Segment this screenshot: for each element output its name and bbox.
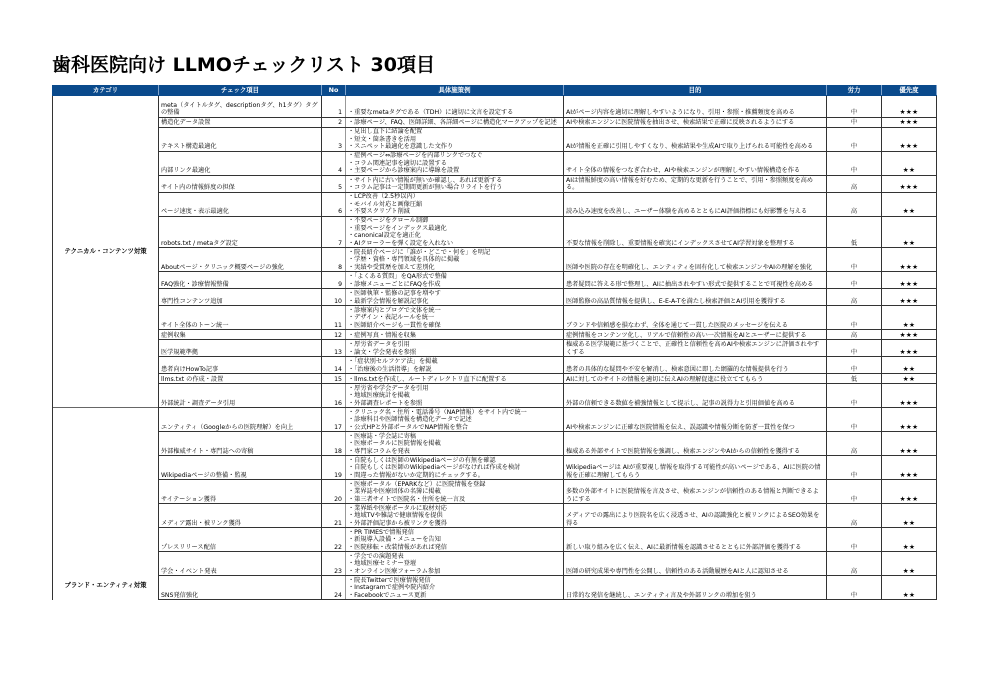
check-item-cell: 構造化データ設置: [159, 118, 322, 128]
measure-line: ・クリニック名・住所・電話番号（NAP情報）をサイト内で統一: [348, 408, 527, 416]
measures-cell: [346, 118, 564, 128]
purpose-cell: 医師の研究成果や専門性を公開し、信頼性のある活動履歴をAIと人に認知させる: [564, 552, 827, 576]
measure-line: ・「治療後の生活指導」を解説: [348, 365, 432, 373]
measures-cell: [346, 289, 564, 306]
effort-cell: 中: [827, 408, 882, 432]
measure-line: ・症例写真・情報を収集: [348, 331, 417, 339]
row-number-cell: 18: [322, 432, 346, 456]
table-row: [53, 330, 937, 340]
effort-cell: 高: [827, 193, 882, 217]
check-item-cell: 患者向けHowTo記事: [159, 357, 322, 374]
purpose-cell: 不要な情報を削除し、重要情報を確実にインデックスさせてAI学習対象を整理する: [564, 217, 827, 248]
row-number-cell: 8: [322, 248, 346, 272]
measure-line: ・サイト内に古い情報が無いか確認し、あれば更新する: [348, 176, 503, 184]
check-item-cell: Aboutページ・クリニック概要ページの強化: [159, 248, 322, 272]
table-row: [53, 248, 937, 272]
measure-line: ・不要スクリプト削減: [348, 208, 410, 216]
priority-stars: ★★: [882, 552, 937, 576]
priority-stars: ★★★: [882, 456, 937, 480]
row-number-cell: 6: [322, 193, 346, 217]
table-row: [53, 374, 937, 384]
priority-stars: ★★: [882, 306, 937, 330]
effort-cell: 中: [827, 384, 882, 408]
effort-cell: 高: [827, 289, 882, 306]
check-item-cell: 学会・イベント発表: [159, 552, 322, 576]
measure-line: ・コラム関連記事を適切に設置する: [348, 159, 447, 167]
measures-cell: [346, 552, 564, 576]
priority-stars: ★★: [882, 193, 937, 217]
effort-cell: 高: [827, 552, 882, 576]
table-row: [53, 217, 937, 248]
measure-line: ・学歴・資格・専門領域を具体的に掲載: [348, 256, 460, 264]
row-number-cell: 15: [322, 374, 346, 384]
category-cell: ブランド・エンティティ対策: [53, 408, 159, 600]
row-number-cell: 3: [322, 128, 346, 152]
priority-stars: ★★: [882, 576, 937, 600]
measure-line: ・院長Twitterで医療情報発信: [348, 576, 431, 584]
check-item-cell: 症例収集: [159, 330, 322, 340]
priority-stars: ★★: [882, 152, 937, 176]
purpose-cell: ブランドや信頼感を損なわず、全体を通じて一貫した医院のメッセージを伝える: [564, 306, 827, 330]
measures-cell: [346, 432, 564, 456]
table-row: [53, 289, 937, 306]
measure-line: ・医師執筆・監修の記事を増やす: [348, 290, 441, 298]
table-row: [53, 118, 937, 128]
purpose-cell: 新しい取り組みを広く伝え、AIに最新情報を認識させるとともに外部評価を獲得する: [564, 528, 827, 552]
check-item-cell: 専門性コンテンツ追加: [159, 289, 322, 306]
priority-stars: ★★: [882, 217, 937, 248]
effort-cell: 中: [827, 340, 882, 357]
priority-stars: ★★★: [882, 272, 937, 289]
measure-line: ・公式HPと外部ポータルでNAP情報を整合: [348, 423, 468, 431]
effort-cell: 低: [827, 217, 882, 248]
measures-cell: [346, 330, 564, 340]
measure-line: ・医療誌・学会誌に寄稿: [348, 432, 417, 440]
table-row: [53, 152, 937, 176]
measure-line: ・外部評価記事から被リンクを獲得: [348, 519, 447, 527]
table-row: [53, 128, 937, 152]
row-number-cell: 9: [322, 272, 346, 289]
measure-line: ・医療ポータルに医院情報を掲載: [348, 440, 441, 448]
priority-stars: ★★★: [882, 128, 937, 152]
row-number-cell: 2: [322, 118, 346, 128]
table-row: [53, 306, 937, 330]
effort-cell: 低: [827, 374, 882, 384]
measure-line: ・厚労省データを引用: [348, 341, 410, 349]
measures-cell: [346, 217, 564, 248]
measure-line: ・地域医療統計を掲載: [348, 392, 410, 400]
purpose-cell: AIがページ内容を適切に理解しやすいようになり、引用・参照・推薦頻度を高める: [564, 96, 827, 118]
measure-line: ・第三者サイトで医院名・住所を統一言及: [348, 495, 466, 503]
purpose-cell: サイト全体の情報をつなぎ合わせ、AIや検索エンジンが理解しやすい情報構造を作る: [564, 152, 827, 176]
check-item-cell: 外部統計・調査データ引用: [159, 384, 322, 408]
measures-cell: [346, 480, 564, 504]
priority-stars: ★★★: [882, 330, 937, 340]
purpose-cell: 権威ある医学規範に基づくことで、正確性と信頼性を高めAIや検索エンジンに評価されやすくする: [564, 340, 827, 357]
purpose-cell: AIが情報を正確に引用しやすくなり、検索結果や生成AIで取り上げられる可能性を高める: [564, 128, 827, 152]
measure-line: ・LCP改善（2.5秒以内）: [348, 193, 419, 201]
measure-line: ・論文・学会発表を参照: [348, 348, 417, 356]
check-item-cell: サイテーション獲得: [159, 480, 322, 504]
effort-cell: 中: [827, 357, 882, 374]
priority-stars: ★★: [882, 504, 937, 528]
priority-stars: ★★: [882, 357, 937, 374]
measure-line: ・PR TIMESで情報発信: [348, 528, 414, 536]
measure-line: ・Instagramで症例や院内紹介: [348, 584, 436, 592]
table-row: [53, 504, 937, 528]
effort-cell: 高: [827, 176, 882, 193]
row-number-cell: 7: [322, 217, 346, 248]
row-number-cell: 12: [322, 330, 346, 340]
table-row: [53, 176, 937, 193]
purpose-cell: 症例情報をコンテンツ化し、リアルで信頼性の高い一次情報をAIとユーザーに提供する: [564, 330, 827, 340]
measure-line: ・主要ページから診療案内に導線を設置: [348, 167, 460, 175]
measure-line: ・デザイン・表記ルールを統一: [348, 314, 435, 322]
effort-cell: 中: [827, 118, 882, 128]
priority-stars: ★★★: [882, 118, 937, 128]
measures-cell: [346, 408, 564, 432]
measures-cell: [346, 96, 564, 118]
row-number-cell: 14: [322, 357, 346, 374]
priority-stars: ★★★: [882, 176, 937, 193]
row-number-cell: 23: [322, 552, 346, 576]
measure-line: ・「よくある質問」をQA形式で整備: [348, 273, 447, 281]
measure-line: ・自院もしくは医師のWikipediaページがなければ作成を検討: [348, 464, 521, 472]
table-row: [53, 528, 937, 552]
row-number-cell: 4: [322, 152, 346, 176]
table-row: [53, 340, 937, 357]
measure-line: ・地域TVや雑誌で健康情報を提供: [348, 512, 443, 520]
table-row: [53, 576, 937, 600]
row-number-cell: 10: [322, 289, 346, 306]
check-item-cell: FAQ強化・診療情報整備: [159, 272, 322, 289]
check-item-cell: 医学規範準拠: [159, 340, 322, 357]
measures-cell: [346, 374, 564, 384]
check-item-cell: meta（タイトルタグ、descriptionタグ、h1タグ）タグの整備: [159, 96, 322, 118]
measure-line: ・スニペット最適化を意識した文作り: [348, 143, 454, 151]
measure-line: ・厚労省や学会データを引用: [348, 384, 429, 392]
measure-line: ・Facebookでニュース更新: [348, 591, 427, 599]
measure-line: ・llms.txtを作成し、ルートディレクトリ直下に配置する: [348, 375, 507, 383]
measure-line: ・業界紙や医療ポータルに取材対応: [348, 504, 447, 512]
measure-line: ・診療メニューごとにFAQを作成: [348, 280, 441, 288]
measure-line: ・AIクローラーを弾く設定を入れない: [348, 239, 454, 247]
table-row: [53, 357, 937, 374]
row-number-cell: 19: [322, 456, 346, 480]
purpose-cell: 外部の信頼できる数値を補強情報として提示し、記事の説得力と引用価値を高める: [564, 384, 827, 408]
row-number-cell: 17: [322, 408, 346, 432]
priority-stars: ★★★: [882, 289, 937, 306]
measure-line: ・院長紹介ページに「誰が・どこで・何を」を明記: [348, 248, 491, 256]
header-no: No: [322, 86, 346, 96]
purpose-cell: 権威ある外部サイトで医院情報を強調し、検索エンジンやAIからの信頼性を獲得する: [564, 432, 827, 456]
measures-cell: [346, 456, 564, 480]
purpose-cell: 医師監修の高品質情報を提供し、E-E-A-Tを満たし検索評価とAI引用を獲得する: [564, 289, 827, 306]
header-measures: 具体施策例: [346, 86, 564, 96]
measures-cell: [346, 340, 564, 357]
measure-line: ・診療ページ、FAQ、医師詳細、各詳細ページに構造化マークアップを記述: [348, 119, 557, 127]
measures-cell: [346, 576, 564, 600]
check-item-cell: 内部リンク最適化: [159, 152, 322, 176]
purpose-cell: Wikipediaページは AIが重要視し情報を取得する可能性が高いページである、AIに医院の情報を正確に理解してもらう: [564, 456, 827, 480]
measure-line: ・コラム記事は一定期間更新が無い場合リライトを行う: [348, 184, 503, 192]
measure-line: ・canonical設定を適正化: [348, 232, 421, 240]
page-title: 歯科医院向け LLMOチェックリスト 30項目: [52, 54, 435, 76]
measures-cell: [346, 504, 564, 528]
row-number-cell: 5: [322, 176, 346, 193]
check-item-cell: メディア露出・被リンク獲得: [159, 504, 322, 528]
priority-stars: ★★: [882, 374, 937, 384]
measure-line: ・オンライン医療フォーラム参加: [348, 567, 441, 575]
header-priority: 優先度: [882, 86, 937, 96]
priority-stars: ★★★: [882, 432, 937, 456]
measure-line: ・重要なmetaタグである（TDH）に適切に文言を設定する: [348, 109, 514, 117]
purpose-cell: 患者疑問に答える形で整理し、AIに抽出されやすい形式で提供することで可視性を高める: [564, 272, 827, 289]
check-item-cell: Wikipediaページの整備・監視: [159, 456, 322, 480]
purpose-cell: AIに対してのサイトの情報を適切に伝えAIの理解促進に役立ててもらう: [564, 374, 827, 384]
header-row: [53, 86, 937, 96]
purpose-cell: AIや検索エンジンに正確な医院情報を伝え、誤認識や情報分断を防ぎ一貫性を保つ: [564, 408, 827, 432]
measure-line: ・間違った情報がないか定期的にチェックする。: [348, 471, 484, 479]
row-number-cell: 11: [322, 306, 346, 330]
effort-cell: 中: [827, 96, 882, 118]
check-item-cell: llms.txt の作成・設置: [159, 374, 322, 384]
table-row: [53, 272, 937, 289]
measures-cell: [346, 152, 564, 176]
table-row: [53, 408, 937, 432]
effort-cell: 中: [827, 152, 882, 176]
row-number-cell: 24: [322, 576, 346, 600]
priority-stars: ★★★: [882, 340, 937, 357]
effort-cell: 中: [827, 456, 882, 480]
measures-cell: [346, 128, 564, 152]
measure-line: ・診療案内とブログで文体を統一: [348, 306, 441, 314]
row-number-cell: 20: [322, 480, 346, 504]
table-row: [53, 456, 937, 480]
header-purpose: 目的: [564, 86, 827, 96]
row-number-cell: 16: [322, 384, 346, 408]
measure-line: ・医師紹介ページも一貫性を確保: [348, 321, 441, 329]
purpose-cell: メディアでの露出により医院名を広く浸透させ、AIの認識強化と被リンクによるSEO効果を得る: [564, 504, 827, 528]
measures-cell: [346, 528, 564, 552]
measure-line: ・実績や受賞歴を加えて差別化: [348, 263, 435, 271]
measure-line: ・新規導入設備・メニューを告知: [348, 536, 441, 544]
measure-line: ・地域医療セミナー登壇: [348, 560, 417, 568]
row-number-cell: 22: [322, 528, 346, 552]
table-row: [53, 384, 937, 408]
purpose-cell: AIや検索エンジンに医院情報を抽出させ、検索結果で正確に反映されるようにする: [564, 118, 827, 128]
measure-line: ・外部調査レポートを参照: [348, 399, 423, 407]
table-row: [53, 193, 937, 217]
check-item-cell: サイト全体のトーン統一: [159, 306, 322, 330]
measure-line: ・「症状別セルフケア法」を掲載: [348, 358, 438, 366]
priority-stars: ★★★: [882, 248, 937, 272]
check-item-cell: エンティティ（Googleからの医院理解）を向上: [159, 408, 322, 432]
checklist-table: [52, 85, 937, 600]
effort-cell: 中: [827, 306, 882, 330]
check-item-cell: ページ速度・表示最適化: [159, 193, 322, 217]
check-item-cell: プレスリリース配信: [159, 528, 322, 552]
purpose-cell: AIは情報鮮度の高い情報を好むため、定期的な更新を行うことで、引用・参照頻度を高める。: [564, 176, 827, 193]
table-row: [53, 480, 937, 504]
measure-line: ・自院もしくは医師のWikipediaページの有無を確認: [348, 456, 496, 464]
measure-line: ・専門家コラムを発表: [348, 447, 410, 455]
row-number-cell: 1: [322, 96, 346, 118]
effort-cell: 中: [827, 272, 882, 289]
measures-cell: [346, 357, 564, 374]
measures-cell: [346, 384, 564, 408]
row-number-cell: 21: [322, 504, 346, 528]
measures-cell: [346, 306, 564, 330]
effort-cell: 中: [827, 528, 882, 552]
measure-line: ・症例ページ⇔診療ページを内部リンクでつなぐ: [348, 152, 483, 160]
purpose-cell: 多数の外部サイトに医院情報を言及させ、検索エンジンが信頼性のある情報と判断できるようにする: [564, 480, 827, 504]
measure-line: ・診療科目や医師情報を構造化データで記述: [348, 416, 472, 424]
measure-line: ・重要ページをインデックス最適化: [348, 224, 447, 232]
measures-cell: [346, 176, 564, 193]
measure-line: ・医療ポータル（EPARKなど）に医院情報を登録: [348, 480, 486, 488]
check-item-cell: 外部権威サイト・専門誌への寄稿: [159, 432, 322, 456]
effort-cell: 中: [827, 480, 882, 504]
table-row: [53, 552, 937, 576]
check-item-cell: サイト内の情報鮮度の担保: [159, 176, 322, 193]
table-row: [53, 96, 937, 118]
measures-cell: [346, 272, 564, 289]
measure-line: ・短文・箇条書きを活用: [348, 135, 417, 143]
header-check-item: チェック項目: [159, 86, 322, 96]
measures-cell: [346, 248, 564, 272]
check-item-cell: テキスト構造最適化: [159, 128, 322, 152]
check-item-cell: SNS発信強化: [159, 576, 322, 600]
effort-cell: 中: [827, 248, 882, 272]
measure-line: ・医院移転・改装情報があれば発信: [348, 543, 447, 551]
effort-cell: 中: [827, 576, 882, 600]
purpose-cell: 患者の具体的な疑問や不安を解消し、検索意図に即した網羅的な情報提供を行う: [564, 357, 827, 374]
purpose-cell: 読み込み速度を改善し、ユーザー体験を高めるとともにAI評価指標にも好影響を与える: [564, 193, 827, 217]
table-body: [53, 96, 937, 600]
effort-cell: 高: [827, 504, 882, 528]
check-item-cell: robots.txt / metaタグ設定: [159, 217, 322, 248]
priority-stars: ★★★: [882, 96, 937, 118]
measure-line: ・学会での演題発表: [348, 552, 404, 560]
table-row: [53, 432, 937, 456]
header-effort: 労力: [827, 86, 882, 96]
priority-stars: ★★: [882, 528, 937, 552]
effort-cell: 高: [827, 432, 882, 456]
effort-cell: 高: [827, 330, 882, 340]
row-number-cell: 13: [322, 340, 346, 357]
purpose-cell: 日常的な発信を継続し、エンティティ言及や外部リンクの増加を狙う: [564, 576, 827, 600]
effort-cell: 中: [827, 128, 882, 152]
priority-stars: ★★★: [882, 480, 937, 504]
measures-cell: [346, 193, 564, 217]
header-category: カテゴリ: [53, 86, 159, 96]
purpose-cell: 医師や医院の存在を明確化し、エンティティを固有化して検索エンジンやAIの理解を強化: [564, 248, 827, 272]
category-cell: テクニカル・コンテンツ対策: [53, 96, 159, 408]
priority-stars: ★★★: [882, 408, 937, 432]
priority-stars: ★★★: [882, 384, 937, 408]
measure-line: ・業界誌や医療団体の名簿に掲載: [348, 488, 441, 496]
measure-line: ・不要ページをクロール制御: [348, 217, 429, 224]
measure-line: ・見出し直下に結論を配置: [348, 128, 423, 136]
measure-line: ・モバイル対応と画像圧縮: [348, 200, 423, 208]
measure-line: ・最新学会情報を解説記事化: [348, 297, 429, 305]
